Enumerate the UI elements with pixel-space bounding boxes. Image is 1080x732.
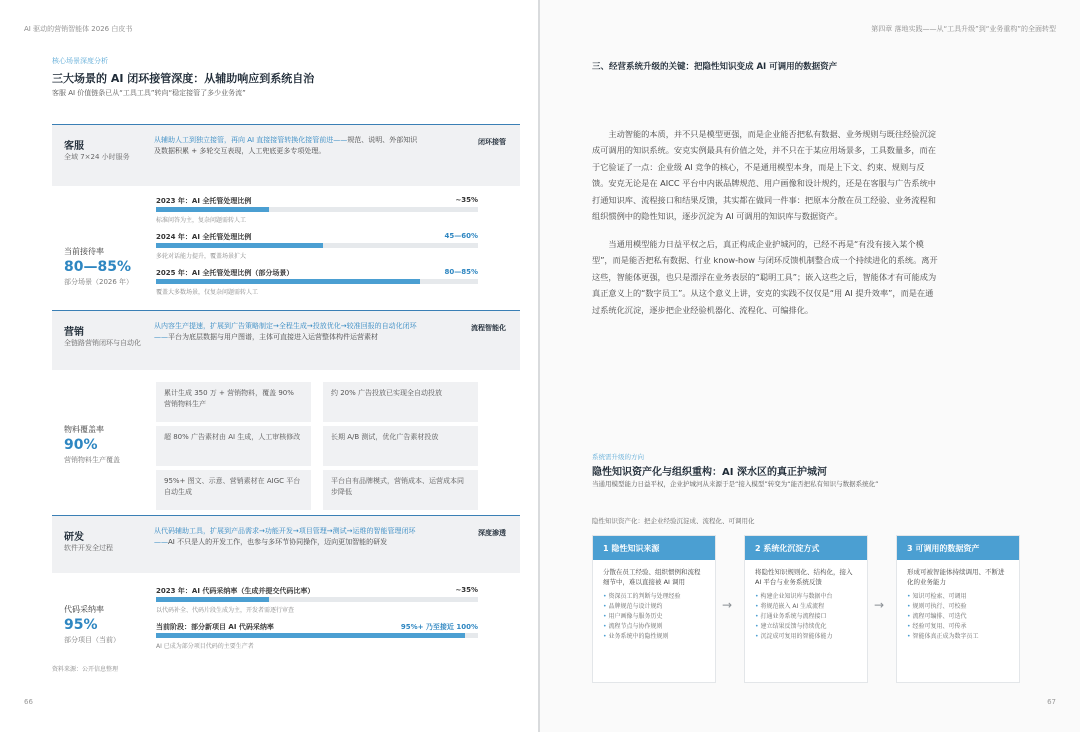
grid-cell: 约 20% 广告投放已实现全自动投放 (323, 382, 478, 422)
section-label: 核心场景深度分析 (52, 57, 108, 65)
band-customer-service (52, 124, 520, 186)
card-systematization (744, 535, 868, 683)
card-item: • 规则可执行、可校验 (907, 602, 1009, 612)
card-item: • 用户画像与服务历史 (603, 612, 705, 622)
grid-cell: 累计生成 350 万 + 营销物料，覆盖 90% 营销物料生产 (156, 382, 311, 422)
metric-value: 80—85% (64, 259, 131, 275)
bar-track (156, 633, 478, 638)
figure-title: 隐性知识资产化与组织重构：AI 深水区的真正护城河 (592, 467, 827, 478)
card-item: • 打通业务系统与流程接口 (755, 612, 857, 622)
card-list (745, 592, 867, 643)
bar-value: ~35% (455, 586, 478, 594)
bar-fill (156, 633, 465, 638)
bar-value: 95%+ 乃至接近 100% (400, 623, 478, 631)
band-body (154, 135, 424, 157)
grid-cell: 95%+ 图文、示意、营销素材在 AIGC 平台自动生成 (156, 470, 311, 510)
bar-fill (156, 279, 420, 284)
card-list (593, 592, 715, 643)
bar-value: ~35% (455, 196, 478, 204)
card-lead: 将隐性知识规则化、结构化，接入 AI 平台与业务系统反馈 (755, 568, 853, 586)
grid-cell: 超 80% 广告素材由 AI 生成，人工审核修改 (156, 426, 311, 466)
metric-value: 90% (64, 437, 98, 453)
source-note: 资料来源：公开信息整理 (52, 666, 119, 673)
card-item: • 资深员工的判断与处理经验 (603, 592, 705, 602)
band-body-text: 规范、说明、外部知识及数据积累 + 多轮交互表现，人工兜底更多专项处理。 (154, 136, 418, 156)
page-number-right: 67 (1047, 698, 1056, 706)
arrow-right-icon: → (722, 598, 733, 612)
bar-row (156, 196, 478, 232)
bar-fill (156, 207, 269, 212)
card-header: 3 可调用的数据资产 (897, 536, 1019, 560)
card-item: • 流程可编排、可迭代 (907, 612, 1009, 622)
band-desc: 软件开发全过程 (64, 544, 113, 552)
card-item: • 知识可检索、可调用 (907, 592, 1009, 602)
band-body-highlight: 从代码辅助工具，扩展到产品需求→功能开发→项目管理→测试→运维的智能管理闭环—— (154, 527, 416, 547)
band-rnd (52, 515, 520, 573)
grid-cell: 平台自有品牌模式，营销成本、运营成本同步降低 (323, 470, 478, 510)
band-body-text: 平台为底层数据与用户图谱，主体可直接进入运营整体构件运营素材 (168, 333, 378, 342)
chapter-heading: 三、经营系统升级的关键：把隐性知识变成 AI 可调用的数据资产 (592, 62, 838, 72)
bar-row (156, 232, 478, 268)
card-item: • 智能体真正成为数字员工 (907, 632, 1009, 642)
metric-label: 物料覆盖率 (64, 425, 104, 434)
figure-label: 系统需升级的方向 (592, 453, 644, 461)
bar-title: 2025 年：AI 全托管处理比例（部分场景） (156, 269, 294, 277)
card-lead: 分散在员工经验、组织惯例和流程细节中，难以直接被 AI 调用 (603, 568, 701, 586)
bar-title: 当前阶段：部分新项目 AI 代码采纳率 (156, 623, 274, 631)
bar-value: 80—85% (444, 268, 478, 276)
band-body (154, 321, 424, 343)
band-desc: 全链路营销闭环与自动化 (64, 339, 141, 347)
bar-note: AI 已成为部分项目代码的主要生产者 (156, 643, 254, 650)
section-subtitle: 客服 AI 价值链条已从“工具工具”转向“稳定接管了多少业务流” (52, 89, 246, 97)
bar-track (156, 207, 478, 212)
bar-track (156, 243, 478, 248)
card-item: • 构建企业知识库与数据中台 (755, 592, 857, 602)
bar-title: 2024 年：AI 全托管处理比例 (156, 233, 252, 241)
metric-rnd (64, 604, 120, 645)
card-knowledge-source (592, 535, 716, 683)
bar-fill (156, 243, 323, 248)
card-header: 2 系统化沉淀方式 (745, 536, 867, 560)
bar-note: 标准问答为主，复杂问题需转人工 (156, 217, 247, 224)
card-header: 1 隐性知识来源 (593, 536, 715, 560)
bar-value: 45—60% (444, 232, 478, 240)
bar-note: 以代码补全、代码片段生成为主，开发者需逐行审查 (156, 607, 295, 614)
card-list (897, 592, 1019, 643)
running-head-left: AI 驱动的营销智能体 2026 白皮书 (24, 25, 133, 33)
band-name: 客服 (64, 141, 84, 152)
bar-track (156, 279, 478, 284)
metric-value: 95% (64, 617, 98, 633)
band-body-highlight: 从内容生产提速，扩展到广告策略制定→全程生成→投放优化→较准回报的自动化闭环—— (154, 322, 417, 342)
section-title: 三大场景的 AI 闭环接管深度：从辅助响应到系统自治 (52, 72, 315, 85)
band-name: 研发 (64, 532, 84, 543)
card-item: • 流程节点与协作规则 (603, 622, 705, 632)
metric-marketing (64, 424, 120, 465)
bar-row (156, 268, 478, 304)
metric-label: 代码采纳率 (64, 605, 104, 614)
metric-label: 当前接待率 (64, 247, 104, 256)
grid-cell: 长期 A/B 测试，优化广告素材投放 (323, 426, 478, 466)
metric-note: 部分场景（2026 年） (64, 278, 134, 286)
figure-caption: 隐性知识资产化：把企业经验沉淀成、流程化、可调用化 (592, 517, 755, 525)
band-body-text: AI 不只是人的开发工作，也参与多环节协同操作，迈向更加智能的研发 (168, 538, 388, 547)
figure-subtitle: 当通用模型能力日益平权，企业护城河从来源于是“接入模型”转变为“能否把私有知识与数据系统化” (592, 480, 879, 488)
bar-note: 覆盖大多数场景，仅复杂问题需转人工 (156, 289, 259, 296)
card-item: • 将规范嵌入 AI 生成流程 (755, 602, 857, 612)
bar-track (156, 597, 478, 602)
running-head-right: 第四章 落地实践——从“工具升级”到“业务重构”的全面转型 (871, 25, 1056, 33)
band-name: 营销 (64, 327, 84, 338)
bar-title: 2023 年：AI 代码采纳率（生成并提交代码比率） (156, 587, 315, 595)
band-tag: 闭环接管 (478, 138, 506, 146)
card-item: • 品牌规范与设计规约 (603, 602, 705, 612)
paragraph-1: 主动智能的本质，并不只是模型更强，而是企业能否把私有数据、业务规则与既往经验沉淀成可调用的知识系统。安克实例最具有价值之处，并不只在于某应用场景多，工具数量多，而在于它验证了一点：企业级 AI 竞争的核心，不是通用模型本身，而是上下文、约束、规则与反馈。安克无论是在 AICC 平台中内嵌品牌规范、用户画像和设计规约，还是在客服与广告系统中打通知识库、流程接口和结果反馈，其实都在做同一件事：把原本分散在员工经验、业务流程和组织惯例中的隐性知识，逐步沉淀为 AI 可调用的知识库与数据资产。 (592, 129, 936, 222)
arrow-right-icon: → (874, 598, 885, 612)
metric-service (64, 246, 133, 287)
band-body-highlight: 从辅助人工到独立接管，再向 AI 直接接管转换化接管前进—— (154, 136, 348, 144)
metric-note: 营销物料生产覆盖 (64, 456, 120, 464)
bar-row (156, 586, 478, 622)
paragraph-2: 当通用模型能力日益平权之后，真正构成企业护城河的，已经不再是“有没有接入某个模型”，而是能否把私有数据、行业 know-how 与闭环反馈机制整合成一个持续进化的系统。离开这些，智能体更强，也只是漂浮在业务表层的“聪明工具”；嵌入这些之后，智能体才有可能成为真正意义上的“数字员工”。从这个意义上讲，安克的实践不仅仅是“用 AI 提升效率”，而是在通过系统化沉淀，逐步把企业经验机器化、流程化、可编排化。 (592, 239, 938, 315)
band-tag: 深度渗透 (478, 529, 506, 537)
bar-fill (156, 597, 269, 602)
page-number-left: 66 (24, 698, 33, 706)
card-lead: 形成可被智能体持续调用、不断进化的业务能力 (907, 568, 1005, 586)
card-item: • 经验可复用、可传承 (907, 622, 1009, 632)
left-page (0, 0, 538, 732)
band-body (154, 526, 424, 548)
band-desc: 全域 7×24 小时服务 (64, 153, 130, 161)
band-marketing (52, 310, 520, 370)
card-item: • 业务系统中的隐性规则 (603, 632, 705, 642)
service-bars (156, 196, 478, 304)
bar-title: 2023 年：AI 全托管处理比例 (156, 197, 252, 205)
rnd-bars (156, 586, 478, 658)
band-tag: 流程智能化 (471, 324, 506, 332)
bar-note: 多轮对话能力提升，覆盖场景扩大 (156, 253, 247, 260)
bar-row (156, 622, 478, 658)
card-data-assets (896, 535, 1020, 683)
card-item: • 建立结果反馈与持续优化 (755, 622, 857, 632)
metric-note: 部分项目（当前） (64, 636, 120, 644)
card-item: • 沉淀成可复用的智能体能力 (755, 632, 857, 642)
